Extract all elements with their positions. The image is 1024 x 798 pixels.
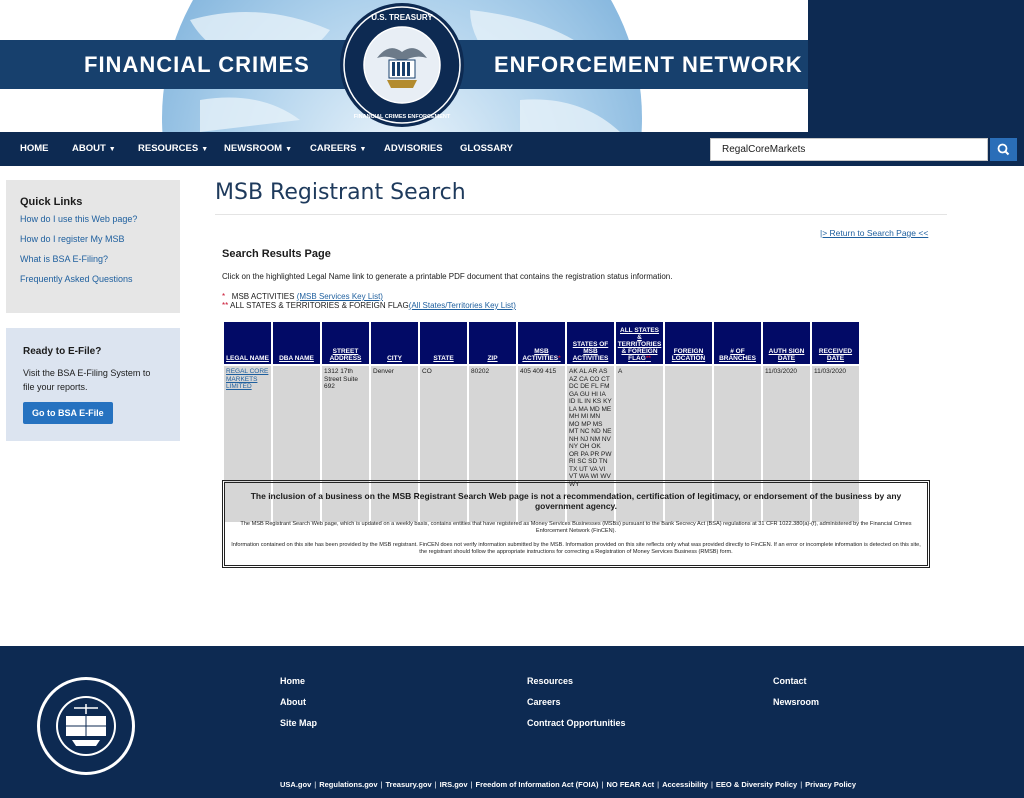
cell-auth-sign-date: 11/03/2020 <box>763 366 810 522</box>
col-street-address[interactable] <box>322 322 369 364</box>
quick-links-title: Quick Links <box>20 196 83 208</box>
nav-newsroom-label: NEWSROOM <box>224 143 283 154</box>
efile-title: Ready to E-File? <box>23 346 102 357</box>
col-all-states-foreign-flag[interactable] <box>616 322 663 364</box>
nav-home-label: HOME <box>20 143 49 154</box>
footer-link-resources[interactable]: Resources <box>527 676 574 686</box>
footer-link-about[interactable]: About <box>280 697 306 707</box>
cell-msb-activities: 405 409 415 <box>518 366 565 522</box>
col-city-label: CITY <box>387 355 402 362</box>
col-received-date-label: RECEIVED DATE <box>818 348 853 362</box>
search-button[interactable] <box>990 138 1017 161</box>
col-legal-name-label: LEGAL NAME <box>226 355 269 362</box>
cell-all-states-foreign-flag: A <box>616 366 663 522</box>
disclaimer-box <box>222 480 930 568</box>
footer-link-contact[interactable]: Contact <box>773 676 807 686</box>
separator: | <box>470 780 473 789</box>
col-zip-label: ZIP <box>487 355 498 362</box>
nav-newsroom[interactable] <box>224 132 292 166</box>
banner-title-right: ENFORCEMENT NETWORK <box>494 52 803 77</box>
footer-link-usa-gov[interactable]: USA.gov <box>280 780 312 789</box>
disclaimer-paragraph-2: Information contained on this site has been provided by the MSB registrant. FinCEN does not verify information submitted by the MSB. Information provided on this site reflects only what was provided directly to FinCEN. If an error or incomplete information is detected on this site, the registrant should follow the appropriate instructions for correcting a Registration of Money Services Business (RMSB) form. <box>231 542 921 555</box>
col-dba-name[interactable] <box>273 322 320 364</box>
caret-down-icon: ▼ <box>359 146 367 153</box>
col-dba-name-label: DBA NAME <box>279 355 314 362</box>
col-states-of-msb-activities[interactable] <box>567 322 614 364</box>
page-title: MSB Registrant Search <box>215 180 466 205</box>
separator: | <box>710 780 713 789</box>
footer-link-no-fear-act[interactable]: NO FEAR Act <box>606 780 655 789</box>
cell-city: Denver <box>371 366 418 522</box>
asterisk-marker: * <box>222 292 226 301</box>
footer-link-site-map[interactable]: Site Map <box>280 718 318 728</box>
fincen-seal-logo <box>36 676 136 776</box>
footer-link-regulations-gov[interactable]: Regulations.gov <box>319 780 378 789</box>
svg-text:U.S. TREASURY: U.S. TREASURY <box>371 13 433 22</box>
nav-resources[interactable] <box>138 132 208 166</box>
nav-advisories[interactable] <box>384 132 443 166</box>
col-zip[interactable] <box>469 322 516 364</box>
col-city[interactable] <box>371 322 418 364</box>
footer-bottom-links <box>280 780 856 789</box>
cell-state: CO <box>420 366 467 522</box>
nav-careers[interactable] <box>310 132 366 166</box>
separator: | <box>800 780 803 789</box>
col-state-label: STATE <box>433 355 454 362</box>
col-legal-name[interactable] <box>224 322 271 364</box>
efile-description: Visit the BSA E-Filing System to file your reports. <box>23 368 151 392</box>
nav-advisories-label: ADVISORIES <box>384 143 443 154</box>
site-banner <box>0 0 1024 132</box>
footer-link-irs-gov[interactable]: IRS.gov <box>439 780 468 789</box>
double-asterisk-marker: ** <box>645 355 651 362</box>
col-msb-activities-label: MSB ACTIVITIES <box>522 348 559 362</box>
caret-down-icon: ▼ <box>285 146 292 153</box>
caret-down-icon: ▼ <box>201 146 209 153</box>
col-auth-sign-date-label: AUTH SIGN DATE <box>768 348 805 362</box>
footer-link-careers[interactable]: Careers <box>527 697 561 707</box>
legend-msb-text: MSB ACTIVITIES <box>231 292 295 301</box>
nav-home[interactable] <box>20 132 49 166</box>
results-header-row <box>224 322 859 364</box>
footer-link-eeo-diversity[interactable]: EEO & Diversity Policy <box>715 780 798 789</box>
return-to-search-link[interactable]: |> Return to Search Page << <box>820 228 929 238</box>
banner-right-panel <box>808 0 1024 132</box>
caret-down-icon: ▼ <box>108 146 116 153</box>
title-divider <box>215 214 947 215</box>
col-branches[interactable] <box>714 322 761 364</box>
banner-artwork <box>0 0 808 132</box>
all-states-key-link[interactable]: (All States/Territories Key List) <box>408 301 516 310</box>
asterisk-marker: * <box>558 355 561 362</box>
col-foreign-location-label: FOREIGN LOCATION <box>671 348 706 362</box>
nav-about[interactable] <box>72 132 116 166</box>
footer-link-foia[interactable]: Freedom of Information Act (FOIA) <box>475 780 599 789</box>
col-state[interactable] <box>420 322 467 364</box>
nav-careers-label: CAREERS <box>310 143 357 154</box>
disclaimer-paragraph-1: The MSB Registrant Search Web page, which is updated on a weekly basis, contains entities that have registered as Money Services Businesses (MSBs) pursuant to the Bank Secrecy Act (BSA) regulations at 31 CFR 1022.380(a)-(f), administered by the Financial Crimes Enforcement Network (FinCEN). <box>240 521 912 534</box>
quick-link-how-to-use[interactable]: How do I use this Web page? <box>20 214 138 224</box>
legend-states-text: ALL STATES & TERRITORIES & FOREIGN FLAG <box>230 301 409 310</box>
quick-link-register-msb[interactable]: How do I register My MSB <box>20 234 125 244</box>
col-received-date[interactable] <box>812 322 859 364</box>
legend-msb-activities <box>222 292 383 301</box>
nav-about-label: ABOUT <box>72 143 106 154</box>
search-icon <box>990 138 1017 161</box>
cell-street-address: 1312 17th Street Suite 692 <box>322 366 369 522</box>
site-footer <box>0 646 1024 798</box>
results-instructions: Click on the highlighted Legal Name link to generate a printable PDF document that contains the registration status information. <box>222 272 673 281</box>
disclaimer-inner <box>224 482 928 566</box>
quick-links-panel <box>6 180 180 313</box>
col-msb-activities[interactable] <box>518 322 565 364</box>
banner-title-left: FINANCIAL CRIMES <box>84 52 310 77</box>
separator: | <box>601 780 604 789</box>
efile-panel <box>6 328 180 441</box>
search-input[interactable] <box>710 138 988 161</box>
footer-link-accessibility[interactable]: Accessibility <box>662 780 708 789</box>
svg-text:FINANCIAL CRIMES ENFORCEMENT: FINANCIAL CRIMES ENFORCEMENT <box>353 114 451 120</box>
footer-link-contract-opportunities[interactable]: Contract Opportunities <box>527 718 626 728</box>
cell-received-date: 11/03/2020 <box>812 366 859 522</box>
quick-link-bsa-efiling[interactable]: What is BSA E-Filing? <box>20 254 109 264</box>
col-branches-label: # OF BRANCHES <box>719 348 756 362</box>
legal-name-link[interactable]: REGAL CORE MARKETS LIMITED <box>226 368 269 390</box>
go-to-bsa-efile-button[interactable]: Go to BSA E-File <box>23 402 113 424</box>
legend-all-states <box>222 301 516 310</box>
separator: | <box>657 780 660 789</box>
double-asterisk-marker: ** <box>222 301 229 310</box>
col-auth-sign-date[interactable] <box>763 322 810 364</box>
col-foreign-location[interactable] <box>665 322 712 364</box>
cell-zip: 80202 <box>469 366 516 522</box>
nav-glossary-label: GLOSSARY <box>460 143 513 154</box>
msb-services-key-link[interactable]: (MSB Services Key List) <box>296 292 383 301</box>
footer-link-home[interactable]: Home <box>280 676 306 686</box>
separator: | <box>380 780 383 789</box>
nav-glossary[interactable] <box>460 132 513 166</box>
footer-link-treasury-gov[interactable]: Treasury.gov <box>385 780 432 789</box>
footer-link-privacy-policy[interactable]: Privacy Policy <box>805 780 857 789</box>
separator: | <box>434 780 437 789</box>
treasury-seal-logo <box>339 2 465 128</box>
col-states-label: STATES OF MSB ACTIVITIES <box>572 341 609 362</box>
col-all-states-label: ALL STATES & TERRITORIES & FOREIGN FLAG <box>617 327 662 362</box>
footer-link-newsroom[interactable]: Newsroom <box>773 697 820 707</box>
col-street-address-label: STREET ADDRESS <box>329 348 362 362</box>
quick-link-faq[interactable]: Frequently Asked Questions <box>20 274 133 284</box>
nav-resources-label: RESOURCES <box>138 143 199 154</box>
cell-states-of-msb-activities: AK AL AR AS AZ CA CO CT DC DE FL FM GA GU HI IA ID IL IN KS KY LA MA MD ME MH MI MN MO MP MS MT NC ND NE NH NJ NM NV NY OH OK OR PA PR PW RI SC SD TN TX UT VA VI VT WA WI WV WY <box>567 366 614 522</box>
disclaimer-headline: The inclusion of a business on the MSB Registrant Search Web page is not a recommendation, certification of legitimacy, or endorsement of the business by any government agency. <box>250 491 902 511</box>
results-heading: Search Results Page <box>222 248 331 260</box>
separator: | <box>314 780 317 789</box>
